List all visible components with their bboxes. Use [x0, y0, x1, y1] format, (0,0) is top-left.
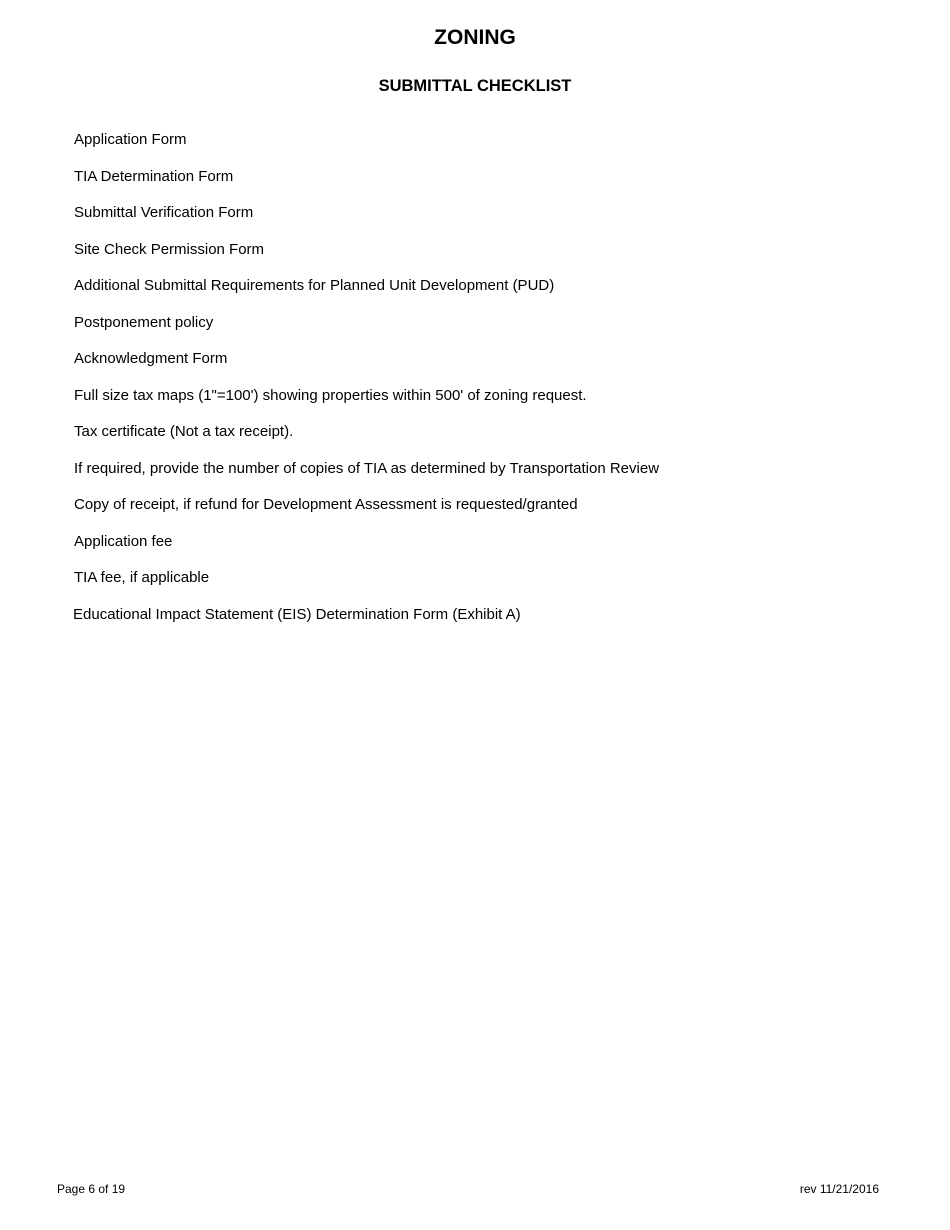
- checklist-item: Postponement policy: [74, 313, 214, 331]
- checklist-item: Application fee: [74, 532, 173, 550]
- checklist-item: If required, provide the number of copies of TIA as determined by Transportation Review: [74, 459, 660, 477]
- checklist-item: Tax certificate (Not a tax receipt).: [74, 423, 294, 440]
- page-subtitle: SUBMITTAL CHECKLIST: [378, 77, 572, 95]
- checklist-item: Acknowledgment Form: [74, 350, 228, 367]
- page-title: ZONING: [434, 26, 516, 49]
- revision-date: rev 11/21/2016: [799, 1182, 879, 1196]
- submittal-checklist: [74, 130, 659, 641]
- checklist-item: Full size tax maps (1"=100') showing properties within 500' of zoning request.: [74, 386, 587, 404]
- checklist-item: TIA Determination Form: [74, 167, 234, 185]
- checklist-item: Additional Submittal Requirements for Planned Unit Development (PUD): [74, 277, 555, 294]
- checklist-item: Submittal Verification Form: [74, 204, 254, 221]
- checklist-item: Site Check Permission Form: [74, 240, 265, 258]
- checklist-item: Application Form: [74, 131, 187, 148]
- page-number: Page 6 of 19: [57, 1182, 126, 1196]
- checklist-item: TIA fee, if applicable: [74, 569, 210, 586]
- checklist-item: Educational Impact Statement (EIS) Determination Form (Exhibit A): [73, 605, 521, 623]
- checklist-item: Copy of receipt, if refund for Development Assessment is requested/granted: [74, 496, 578, 513]
